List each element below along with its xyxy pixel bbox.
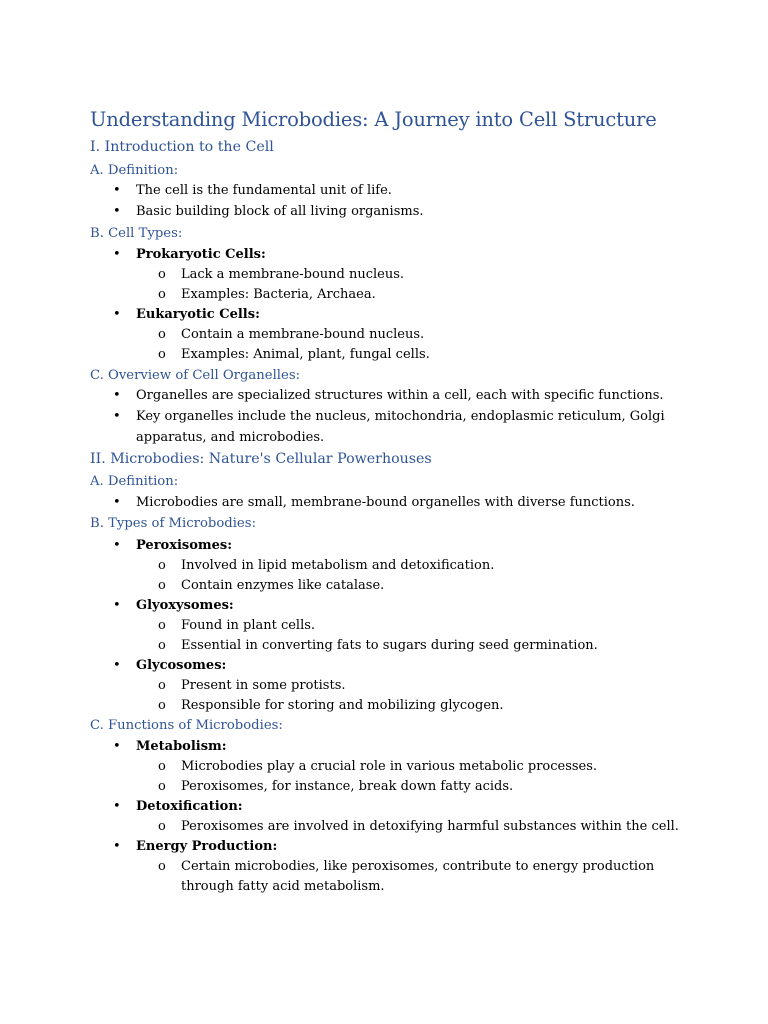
circle-bullet-icon: o [158,678,166,693]
bullet-icon: • [113,799,121,814]
bullet-icon: • [113,658,121,673]
bullet-icon: • [113,495,121,510]
bullet-icon: • [113,247,121,262]
bullet-icon: • [113,538,121,553]
circle-bullet-icon: o [158,698,166,713]
circle-bullet-icon: o [158,618,166,633]
circle-bullet-icon: o [158,759,166,774]
circle-bullet-icon: o [158,558,166,573]
circle-bullet-icon: o [158,327,166,342]
subheading-cell-types: B. Cell Types: [90,226,183,241]
circle-bullet-icon: o [158,859,166,874]
subheading-definition: A. Definition: [90,163,179,178]
circle-bullet-icon: o [158,578,166,593]
section-heading-microbodies: II. Microbodies: Nature's Cellular Powerhouses [90,451,432,467]
bullet-icon: • [113,839,121,854]
circle-bullet-icon: o [158,267,166,282]
bullet-icon: • [113,204,121,219]
subheading-functions-of-microbodies: C. Functions of Microbodies: [90,718,283,733]
circle-bullet-icon: o [158,819,166,834]
bullet-icon: • [113,388,121,403]
subheading-organelles-overview: C. Overview of Cell Organelles: [90,368,301,383]
document-title: Understanding Microbodies: A Journey into Cell Structure [90,108,657,131]
circle-bullet-icon: o [158,638,166,653]
section-heading-introduction: I. Introduction to the Cell [90,139,274,155]
subheading-types-of-microbodies: B. Types of Microbodies: [90,516,256,531]
bullet-icon: • [113,183,121,198]
circle-bullet-icon: o [158,287,166,302]
bullet-icon: • [113,409,121,424]
circle-bullet-icon: o [158,347,166,362]
bullet-icon: • [113,598,121,613]
bullet-icon: • [113,739,121,754]
subheading-definition: A. Definition: [90,474,179,489]
bullet-icon: • [113,307,121,322]
circle-bullet-icon: o [158,779,166,794]
document-page: Understanding Microbodies: A Journey into Cell Structure I. Introduction to the Cell A. Definition: • The cell is the fundamental unit of life. • Basic building block of all living organisms. B. Cell Types: • Prokaryotic Cells: o Lack a membrane-bound nucleus. o Examples: Bacteria, Archaea. • Eukaryotic Cells: o Contain a membrane-bound nucleus. o Examples: Animal, plant, fungal cells. C. Overview of Cell Organelles: • Organelles are specialized structures within a cell, each with specific functions. • Key organelles include the nucleus, mitochondria, endoplasmic reticulum, Golgi apparatus, and microbodies. II. Microbodies: Nature's Cellular Powerhouses A. Definition: • Microbodies are small, membrane-bound organelles with diverse functions. B. Types of Microbodies: • Peroxisomes: o Involved in lipid metabolism and detoxification. o Contain enzymes like catalase. • Glyoxysomes: o Found in plant cells. o Essential in converting fats to sugars during seed germination. • Glycosomes: o Present in some protists. o Responsible for storing and mobilizing glycogen. C. Functions of Microbodies: • Metabolism: o Microbodies play a crucial role in various metabolic processes. o Peroxisomes, for instance, break down fatty acids. • Detoxification: o Peroxisomes are involved in detoxifying harmful substances within the cell. • Energy Production: o Certain microbodies, like peroxisomes, contribute to energy production through fatty acid metabolism. [90,108,679,894]
